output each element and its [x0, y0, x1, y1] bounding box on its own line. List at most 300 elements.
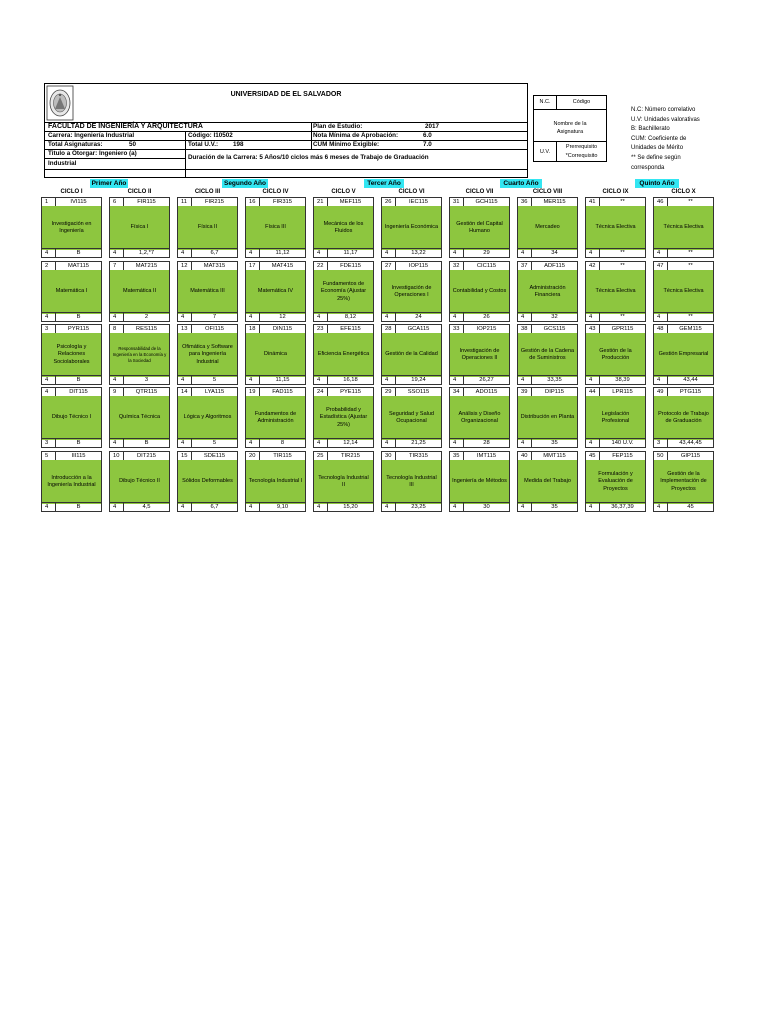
subject-name: Fundamentos de Administración: [246, 396, 305, 440]
subject-prereq: 28: [483, 440, 490, 446]
subject-uv: 4: [657, 377, 661, 383]
header-block: [44, 83, 528, 178]
subject-footer: [518, 375, 577, 384]
subject-footer: [246, 312, 305, 321]
subject-footer: [110, 438, 169, 447]
subject-card: [245, 451, 306, 512]
subject-code: TIR315: [408, 453, 428, 459]
subject-footer: [654, 502, 713, 511]
subject-number: 16: [249, 199, 256, 205]
subject-card: [109, 261, 170, 322]
subject-footer: [178, 312, 237, 321]
subject-footer: [654, 438, 713, 447]
subject-number: 37: [521, 263, 528, 269]
subject-code: FIR215: [204, 199, 224, 205]
subject-card: [177, 197, 238, 258]
subject-code: DIP115: [545, 389, 564, 395]
subject-name: Matemática II: [110, 270, 169, 314]
subject-prereq: 19,24: [411, 377, 426, 383]
subject-prereq: B: [76, 504, 81, 510]
subject-card: [177, 451, 238, 512]
subject-prereq: 24: [415, 314, 422, 320]
subject-code: PTG115: [679, 389, 702, 395]
subject-uv: 4: [657, 250, 661, 256]
subject-card: [517, 261, 578, 322]
subject-prereq: B: [76, 314, 81, 320]
subject-footer: [42, 438, 101, 447]
subject-code: FEP115: [612, 453, 633, 459]
degree-title: Titulo a Otorgar: Ingeniero (a): [48, 150, 137, 157]
subject-prereq: 21,25: [411, 440, 426, 446]
subject-footer: [654, 312, 713, 321]
subject-footer: [518, 248, 577, 257]
subject-footer: [450, 438, 509, 447]
subject-code: IEC115: [409, 199, 428, 205]
cycle-label: CICLO IX: [602, 189, 629, 195]
subject-prereq: **: [620, 314, 625, 320]
cycle-label: CICLO VI: [398, 189, 425, 195]
subject-number: 46: [657, 199, 664, 205]
subject-code: MAT215: [135, 263, 158, 269]
subject-card: [313, 324, 374, 385]
subject-number: 12: [181, 263, 188, 269]
subject-number: 22: [317, 263, 324, 269]
subject-prereq: 12,14: [343, 440, 358, 446]
subject-code: DIT215: [136, 453, 156, 459]
subject-card: [517, 324, 578, 385]
subject-code: MAT115: [67, 263, 90, 269]
subject-footer: [382, 248, 441, 257]
subject-uv: 4: [453, 504, 457, 510]
subject-footer: [314, 248, 373, 257]
year-label-5: Quinto Año: [635, 179, 679, 188]
subject-uv: 4: [317, 250, 321, 256]
subject-uv: 4: [589, 504, 593, 510]
subject-number: 29: [385, 389, 392, 395]
subject-card: [653, 197, 714, 258]
subject-number: 4: [45, 389, 49, 395]
subject-uv: 4: [589, 250, 593, 256]
subject-code: PYR115: [67, 326, 90, 332]
legend-code: Código: [557, 96, 606, 110]
total-uv-label: Total U.V.:: [188, 141, 219, 148]
total-uv-value: 198: [233, 141, 244, 148]
subject-code: SSO115: [407, 389, 430, 395]
subject-name: Dibujo Técnico II: [110, 460, 169, 504]
subject-footer: [450, 375, 509, 384]
subject-prereq: 8: [280, 440, 285, 446]
subject-number: 17: [249, 263, 256, 269]
subject-uv: 4: [113, 377, 117, 383]
subject-number: 27: [385, 263, 392, 269]
subject-number: 5: [45, 453, 49, 459]
subject-footer: [42, 248, 101, 257]
subject-card: [653, 324, 714, 385]
subject-code: GCA115: [407, 326, 430, 332]
year-label-3: Tercer Año: [364, 179, 404, 188]
subject-name: Química Técnica: [110, 396, 169, 440]
subject-footer: [246, 248, 305, 257]
subject-number: 41: [589, 199, 596, 205]
subject-code: FIR115: [137, 199, 156, 205]
subject-footer: [586, 375, 645, 384]
subject-name: Contabilidad y Costos: [450, 270, 509, 314]
subject-name: Eficiencia Energética: [314, 333, 373, 377]
subject-footer: [382, 438, 441, 447]
subject-footer: [450, 502, 509, 511]
subject-code: CIC115: [476, 263, 497, 269]
subject-uv: 4: [317, 377, 321, 383]
subject-number: 49: [657, 389, 664, 395]
subject-code: GEM115: [679, 326, 702, 332]
subject-card: [517, 197, 578, 258]
subject-name: Física III: [246, 206, 305, 250]
min-grade-label: Nota Mínima de Aprobación:: [313, 132, 399, 139]
subject-prereq: B: [144, 440, 149, 446]
subject-uv: 4: [657, 504, 661, 510]
subject-prereq: **: [620, 250, 625, 256]
subject-footer: [586, 312, 645, 321]
subject-name: Sólidos Deformables: [178, 460, 237, 504]
subject-uv: 4: [317, 440, 321, 446]
subject-prereq: 32: [551, 314, 558, 320]
subject-uv: 4: [249, 440, 253, 446]
subject-card: [381, 451, 442, 512]
subject-prereq: 5: [212, 440, 217, 446]
subject-prereq: 7: [212, 314, 217, 320]
subject-card: [517, 387, 578, 448]
subject-card: [41, 197, 102, 258]
subject-footer: [586, 502, 645, 511]
subject-card: [41, 261, 102, 322]
subject-number: 24: [317, 389, 324, 395]
year-label-1: Primer Año: [91, 180, 127, 187]
subject-card: [41, 387, 102, 448]
subject-prereq: 11,15: [275, 377, 290, 383]
subject-prereq: 140 U.V.: [611, 440, 634, 446]
min-grade-value: 6.0: [423, 132, 432, 139]
subject-prereq: 13,22: [411, 250, 426, 256]
subject-prereq: 36,37,39: [611, 504, 634, 510]
subject-name: Tecnología Industrial II: [314, 460, 373, 504]
subject-card: [313, 387, 374, 448]
subject-footer: [110, 248, 169, 257]
subject-code: ADO115: [475, 389, 498, 395]
subject-code: LYA115: [204, 389, 225, 395]
subject-name: Gestión de la Cadena de Suministros: [518, 333, 577, 377]
subject-number: 3: [45, 326, 49, 332]
subject-code: QTR115: [135, 389, 158, 395]
legend-nc: N.C.: [534, 96, 557, 110]
subject-uv: 4: [181, 377, 185, 383]
legend-uv: U.V.: [534, 141, 557, 162]
subject-uv: 4: [521, 504, 525, 510]
subject-name: Psicología y Relaciones Sociolaborales: [42, 333, 101, 377]
subject-name: Técnica Electiva: [586, 206, 645, 250]
subject-uv: 4: [453, 314, 457, 320]
subject-code: FIR315: [272, 199, 292, 205]
subject-number: 31: [453, 199, 460, 205]
subject-uv: 4: [45, 377, 49, 383]
subject-name: Investigación de Operaciones II: [450, 333, 509, 377]
subject-code: FAD115: [272, 389, 293, 395]
subject-code: TIR115: [273, 453, 292, 459]
subject-uv: 4: [249, 314, 253, 320]
subject-prereq: 6,7: [210, 250, 219, 256]
subject-code: OFI115: [205, 326, 224, 332]
subject-code: LPR115: [612, 389, 633, 395]
subject-name: Gestión de la Producción: [586, 333, 645, 377]
subject-card: [109, 387, 170, 448]
subject-number: 7: [113, 263, 117, 269]
plan-label: Plan de Estudio:: [313, 123, 363, 130]
subject-code: TIR215: [340, 453, 360, 459]
subject-card: [585, 324, 646, 385]
plan-value: 2017: [425, 123, 440, 130]
subject-name: Protocolo de Trabajo de Graduación: [654, 396, 713, 440]
subject-card: [381, 324, 442, 385]
subject-name: Técnica Electiva: [654, 270, 713, 314]
subject-name: Responsabilidad de la Ingeniería en la Economía y la Sociedad: [110, 333, 169, 377]
subject-number: 9: [113, 389, 117, 395]
subject-uv: 4: [113, 250, 117, 256]
subject-prereq: 45: [687, 504, 694, 510]
subject-footer: [314, 375, 373, 384]
subject-prereq: 43,44,45: [679, 440, 702, 446]
subject-number: 50: [657, 453, 664, 459]
subject-code: GPR115: [611, 326, 634, 332]
subject-code: **: [688, 199, 693, 205]
subject-number: 45: [589, 453, 596, 459]
subject-prereq: 3: [144, 377, 149, 383]
subject-code: DIT115: [69, 389, 88, 395]
subject-prereq: 1,2,*7: [138, 250, 155, 256]
subject-name: Probabilidad y Estadística (Ajustar 25%): [314, 396, 373, 440]
subject-uv: 4: [181, 440, 185, 446]
subject-footer: [246, 438, 305, 447]
career-name: Carrera: Ingeniería Industrial: [48, 132, 135, 139]
cum-label: CUM Mínimo Exigible:: [313, 141, 380, 148]
subject-name: Tecnología Industrial I: [246, 460, 305, 504]
subject-number: 28: [385, 326, 392, 332]
subject-name: Gestión de la Calidad: [382, 333, 441, 377]
subject-uv: 4: [521, 250, 525, 256]
subject-card: [449, 324, 510, 385]
subject-card: [313, 261, 374, 322]
subject-code: DIN115: [272, 326, 293, 332]
subject-uv: 4: [657, 314, 661, 320]
subject-number: 15: [181, 453, 188, 459]
university-name: UNIVERSIDAD DE EL SALVADOR: [230, 91, 342, 98]
subject-uv: 4: [589, 377, 593, 383]
subject-footer: [314, 312, 373, 321]
subject-footer: [42, 375, 101, 384]
subject-uv: 4: [113, 440, 117, 446]
subject-uv: 4: [181, 314, 185, 320]
subject-name: Mercadeo: [518, 206, 577, 250]
subject-code: GIP115: [680, 453, 701, 459]
subject-card: [585, 451, 646, 512]
subject-name: Gestión Empresarial: [654, 333, 713, 377]
subject-name: Matemática I: [42, 270, 101, 314]
legend-notes: N.C: Número correlativo U.V: Unidades valorativas B: Bachillerato CUM: Coeficiente de Unidades de Mérito ** Se define según corresponda: [631, 107, 700, 171]
subject-prereq: 43,44: [683, 377, 698, 383]
subject-uv: 4: [249, 250, 253, 256]
subject-card: [381, 197, 442, 258]
subject-footer: [518, 312, 577, 321]
subject-number: 10: [113, 453, 120, 459]
subject-uv: 4: [521, 314, 525, 320]
cycle-label: CICLO V: [331, 189, 356, 195]
subject-prereq: B: [76, 440, 81, 446]
subject-footer: [110, 375, 169, 384]
subject-prereq: 5: [212, 377, 217, 383]
subject-uv: 4: [385, 250, 389, 256]
subject-prereq: 16,18: [343, 377, 358, 383]
subject-number: 40: [521, 453, 528, 459]
subject-uv: 4: [385, 377, 389, 383]
subject-prereq: **: [688, 250, 693, 256]
subject-uv: 4: [385, 314, 389, 320]
subject-uv: 4: [453, 250, 457, 256]
subject-card: [653, 387, 714, 448]
subject-code: IOP215: [476, 326, 497, 332]
subject-card: [245, 197, 306, 258]
subject-code: MAT315: [203, 263, 226, 269]
subject-card: [653, 261, 714, 322]
subject-card: [245, 324, 306, 385]
subject-uv: 4: [45, 250, 49, 256]
subject-card: [109, 451, 170, 512]
subject-footer: [586, 248, 645, 257]
total-subjects-label: Total Asignaturas:: [48, 141, 103, 148]
subject-card: [449, 451, 510, 512]
subject-number: 18: [249, 326, 256, 332]
subject-name: Matemática III: [178, 270, 237, 314]
legend-prereq: Prerrequisito *Correquisito: [557, 141, 606, 163]
subject-number: 48: [657, 326, 664, 332]
subject-name: Seguridad y Salud Ocupacional: [382, 396, 441, 440]
legend-subject-name: Nombre de la Asignatura: [553, 121, 587, 135]
total-subjects-value: 50: [129, 141, 137, 148]
subject-number: 25: [317, 453, 324, 459]
subject-name: Investigación de Operaciones I: [382, 270, 441, 314]
subject-uv: 4: [317, 504, 321, 510]
degree-title-cont: Industrial: [48, 160, 77, 167]
subject-code: IVI115: [70, 199, 87, 205]
subject-number: 36: [521, 199, 528, 205]
subject-footer: [382, 312, 441, 321]
subject-prereq: 9,10: [276, 504, 289, 510]
subject-prereq: 15,20: [343, 504, 358, 510]
subject-footer: [450, 312, 509, 321]
subject-code: MER115: [543, 199, 566, 205]
subject-card: [41, 324, 102, 385]
subject-prereq: 2: [144, 314, 149, 320]
cycle-label: CICLO III: [194, 189, 221, 195]
subject-name: Gestión de la Implementación de Proyectos: [654, 460, 713, 504]
subject-code: IOP115: [408, 263, 429, 269]
subject-name: Legislación Profesional: [586, 396, 645, 440]
subject-name: Ofimática y Software para Ingeniería Industrial: [178, 333, 237, 377]
subject-footer: [42, 312, 101, 321]
subject-footer: [450, 248, 509, 257]
subject-uv: 3: [657, 440, 661, 446]
subject-uv: 4: [385, 440, 389, 446]
subject-uv: 4: [249, 504, 253, 510]
subject-footer: [246, 502, 305, 511]
subject-prereq: 30: [483, 504, 490, 510]
subject-code: GCH115: [475, 199, 498, 205]
subject-prereq: 38,39: [615, 377, 630, 383]
subject-number: 47: [657, 263, 664, 269]
subject-name: Medida del Trabajo: [518, 460, 577, 504]
subject-uv: 4: [385, 504, 389, 510]
subject-number: 8: [113, 326, 117, 332]
subject-prereq: B: [76, 250, 81, 256]
subject-code: GCS115: [543, 326, 566, 332]
subject-number: 39: [521, 389, 528, 395]
career-duration: Duración de la Carrera: 5 Años/10 ciclos más 6 meses de Trabajo de Graduación: [188, 154, 429, 161]
subject-card: [449, 261, 510, 322]
subject-number: 19: [249, 389, 256, 395]
cycle-label: CICLO I: [60, 189, 83, 195]
subject-uv: 4: [181, 250, 185, 256]
subject-name: Matemática IV: [246, 270, 305, 314]
subject-code: PYE115: [340, 389, 361, 395]
subject-number: 35: [453, 453, 460, 459]
subject-card: [313, 197, 374, 258]
subject-code: FDE115: [340, 263, 361, 269]
subject-number: 23: [317, 326, 324, 332]
subject-footer: [586, 438, 645, 447]
cycle-label: CICLO VII: [465, 189, 494, 195]
subject-footer: [382, 502, 441, 511]
subject-uv: 3: [45, 440, 49, 446]
cum-value: 7.0: [423, 141, 432, 148]
subject-number: 44: [589, 389, 596, 395]
subject-number: 1: [45, 199, 49, 205]
subject-card: [585, 387, 646, 448]
subject-number: 13: [181, 326, 188, 332]
subject-number: 38: [521, 326, 528, 332]
subject-card: [177, 387, 238, 448]
subject-number: 11: [181, 199, 188, 205]
subject-code: RES115: [135, 326, 158, 332]
subject-footer: [110, 502, 169, 511]
subject-name: Física II: [178, 206, 237, 250]
subject-uv: 4: [181, 504, 185, 510]
career-code: Código: I10502: [188, 132, 233, 139]
subject-name: Formulación y Evaluación de Proyectos: [586, 460, 645, 504]
subject-uv: 4: [45, 314, 49, 320]
subject-uv: 4: [113, 314, 117, 320]
subject-prereq: B: [76, 377, 81, 383]
cycle-label: CICLO IV: [262, 189, 289, 195]
subject-footer: [178, 375, 237, 384]
subject-prereq: 35: [551, 504, 558, 510]
cycle-label: CICLO II: [127, 189, 152, 195]
subject-name: Mecánica de los Fluidos: [314, 206, 373, 250]
subject-number: 14: [181, 389, 188, 395]
subject-footer: [246, 375, 305, 384]
subject-footer: [314, 438, 373, 447]
subject-code: **: [688, 263, 693, 269]
subject-code: **: [620, 199, 625, 205]
subject-code: MAT415: [271, 263, 294, 269]
subject-card: [245, 261, 306, 322]
subject-prereq: 26: [483, 314, 490, 320]
